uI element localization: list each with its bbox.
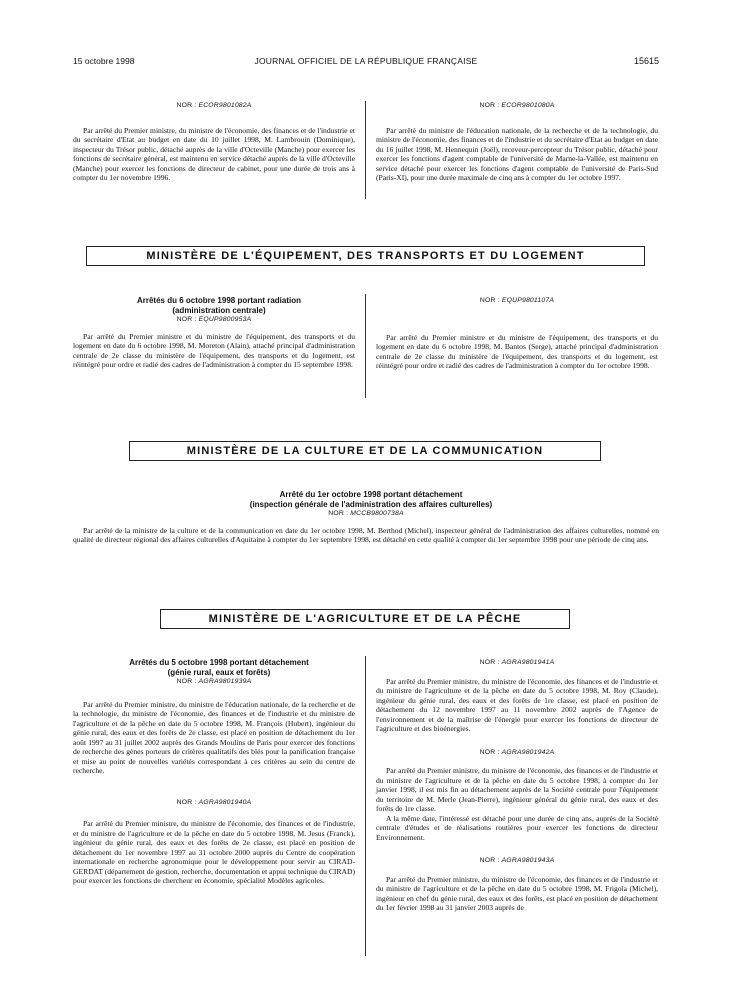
article-mccb9800738a <box>73 490 659 545</box>
nor-code: AGRA9801939A <box>198 678 252 685</box>
article-equp9801107a <box>376 296 658 371</box>
article-equp9800953a <box>73 296 355 370</box>
nor-line: NOR : AGRA9801942A <box>479 748 555 756</box>
article-subtitle: (génie rural, eaux et forêts) <box>167 667 271 677</box>
nor-line: NOR : AGRA9801941A <box>479 659 555 666</box>
nor-line: NOR : AGRA9801943A <box>479 857 555 864</box>
article-text: Par arrêté du Premier ministre, du ministre de l'économie, des finances et de l'industrie et du ministre de l'agriculture et de la pêche en date du 5 octobre 1998, M. Frigola (Michel), ingénieur en chef du génie rural, des eaux et des forêts, est placé en position de détachement du 1er février 1998 au 31 janvier 2003 auprès de <box>376 874 658 912</box>
articles-agriculture-left <box>73 658 355 886</box>
article-subtitle: (administration centrale) <box>172 305 266 315</box>
nor-code: MCCB9800738A <box>350 510 404 517</box>
ministry-heading-culture: MINISTÈRE DE LA CULTURE ET DE LA COMMUNICATION <box>129 441 601 461</box>
header-date: 15 octobre 1998 <box>73 56 135 66</box>
article-text: Par arrêté du Premier ministre, du ministre de l'éducation nationale, de la recherche et de la technologie, du ministre de l'économie, des finances et de l'industrie et du ministre de l'agriculture et de la pêche en date du 5 octobre 1998, M. François (Hubert), ingénieur du génie rural, des eaux et des forêts de 2e classe, est placé en position de détachement du 1er août 1997 au 31 juillet 2002 auprès des Grands Moulins de Paris pour exercer des fonctions de recherche des gènes porteurs de critères qualitatifs des blés pour la panification française et mise au point de nouvelles variétés correspondant à ces critères au sein du centre de recherche. <box>73 699 355 775</box>
article-title: Arrêtés du 5 octobre 1998 portant détachement <box>129 658 309 667</box>
nor-code: EQUP9800953A <box>198 316 252 323</box>
article-subtitle: (inspection générale de l'administration des affaires culturelles) <box>249 499 493 509</box>
article-title: Arrêtés du 6 octobre 1998 portant radiation <box>136 296 302 305</box>
article-text: Par arrêté du Premier ministre et du ministre de l'équipement, des transports et du logement en date du 6 octobre 1998, M. Moreton (Alain), attaché principal d'administration centrale de 2e classe du ministère de l'équipement, des transports et du logement, est réintégré pour ordre et radié des cadres de l'administration à compter du 15 septembre 1998. <box>73 331 355 369</box>
nor-code: ECOR9801082A <box>198 102 252 109</box>
articles-agriculture-right <box>376 658 658 913</box>
article-ecor9801082a <box>73 101 355 183</box>
article-title: Arrêté du 1er octobre 1998 portant détachement <box>279 490 463 499</box>
page-number: 15615 <box>633 56 659 66</box>
nor-line: NOR : MCCB9800738A <box>328 510 404 517</box>
article-text: A la même date, l'intéressé est détaché pour une durée de cinq ans, auprès de la Société centrale d'études et de réalisations routières pour exercer les fonctions de directeur Environnement. <box>376 813 658 842</box>
nor-line: NOR : EQUP9800953A <box>176 316 252 323</box>
article-ecor9801080a <box>376 101 658 183</box>
nor-code: AGRA9801943A <box>501 857 555 864</box>
nor-code: AGRA9801940A <box>198 798 252 806</box>
nor-code: EQUP9801107A <box>501 297 555 304</box>
nor-code: ECOR9801080A <box>501 102 555 109</box>
nor-line: NOR : ECOR9801082A <box>176 102 252 109</box>
nor-code: AGRA9801941A <box>501 659 555 666</box>
nor-line: NOR : AGRA9801939A <box>176 678 252 685</box>
article-text: Par arrêté du Premier ministre, du ministre de l'économie, des finances et de l'industrie et du secrétaire d'Etat au budget en date du 10 juillet 1998, M. Lambrouin (Dominique), inspecteur du Trésor public, détaché auprès de la ville d'Octeville (Manche) pour exercer les fonctions de secrétaire général, est maintenu en service détaché auprès de la ville d'Octeville (Manche) pour exercer les fonctions de directeur de cabinet, pour une durée de trois ans à compter du 1er novembre 1996. <box>73 125 355 182</box>
ministry-heading-equipement: MINISTÈRE DE L'ÉQUIPEMENT, DES TRANSPORTS ET DU LOGEMENT <box>86 246 645 266</box>
nor-line: NOR : AGRA9801940A <box>176 798 252 806</box>
article-text: Par arrêté du Premier ministre, du ministre de l'économie, des finances et de l'industrie et du ministre de l'agriculture et de la pêche en date du 5 octobre 1998, M. Roy (Claude), ingénieur du génie rural, des eaux et des forêts de 1re classe, est placé en position de détachement du 12 novembre 1997 au 11 novembre 2002 auprès de l'Agence de l'environnement et de la maîtrise de l'énergie pour exercer les fonctions de directeur de l'agriculture et des bioénergies. <box>376 676 658 733</box>
article-text: Par arrêté du Premier ministre et du ministre de l'équipement, des transports et du logement en date du 6 octobre 1998, M. Bantos (Serge), attaché principal d'administration centrale de 2e classe du ministère de l'équipement, des transports et du logement, est réintégré pour ordre et radié des cadres de l'administration à compter du 1er octobre 1998. <box>376 332 658 370</box>
article-text: Par arrêté du ministre de l'éducation nationale, de la recherche et de la technologie, du ministre de l'économie, des finances et de l'industrie et du secrétaire d'Etat au budget en date du 16 juillet 1998, M. Hennequin (Joël), receveur-percepteur du Trésor public, détaché pour exercer les fonctions d'agent comptable de l'université de Marne-la-Vallée, est maintenu en service détaché pour exercer les fonctions d'agent comptable de l'université de Paris-Sud (Paris-XI), pour une durée maximale de cinq ans à compter du 1er octobre 1997. <box>376 125 658 182</box>
column-divider <box>365 101 366 199</box>
column-divider <box>365 294 366 398</box>
page-header <box>73 56 659 70</box>
article-text: Par arrêté de la ministre de la culture et de la communication en date du 1er octobre 1998, M. Berthod (Michel), inspecteur général de l'administration des affaires culturelles, nommé en qualité de directeur régional des affaires culturelles d'Aquitaine à compter du 1er septembre 1998, est détaché en cette qualité à compter du 1er septembre 1998 pour une période de cinq ans. <box>73 525 659 544</box>
ministry-heading-agriculture: MINISTÈRE DE L'AGRICULTURE ET DE LA PÊCHE <box>160 609 570 629</box>
article-text: Par arrêté du Premier ministre, du ministre de l'économie, des finances et de l'industrie, et du ministre de l'agriculture et de la pêche en date du 5 octobre 1998, M. Jesus (Franck), ingénieur du génie rural, des eaux et des forêts de 2e classe, est placé en position de détachement du 1er novembre 1997 au 31 octobre 2000 auprès du Centre de coopération internationale en recherche agronomique pour le développement pour servir au CIRAD-GERDAT (département de gestion, recherche, documentation et appui technique du CIRAD) pour exercer les fonctions de chercheur en économie, spécialité Modèles agricoles. <box>73 819 356 885</box>
nor-code: AGRA9801942A <box>501 748 555 756</box>
journal-title: JOURNAL OFFICIEL DE LA RÉPUBLIQUE FRANÇAISE <box>254 56 478 66</box>
nor-line: NOR : ECOR9801080A <box>479 102 555 109</box>
article-text: Par arrêté du Premier ministre, du ministre de l'économie, des finances et de l'industrie et du ministre de l'agriculture et de la pêche en date du 5 octobre 1998, à compter du 1er janvier 1998, il est mis fin au détachement auprès de la Société centrale pour l'équipement du territoire de M. Merle (Jean-Pierre), ingénieur général du génie rural, des eaux et des forêts de 1re classe. <box>376 766 658 813</box>
column-divider <box>365 656 366 956</box>
nor-line: NOR : EQUP9801107A <box>479 297 555 304</box>
